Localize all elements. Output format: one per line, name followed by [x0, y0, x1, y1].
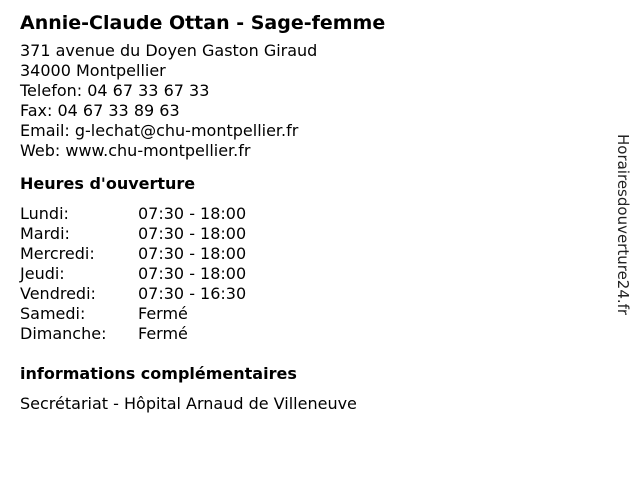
- hours-row-tuesday: [20, 224, 610, 244]
- time-value: 07:30 - 18:00: [138, 204, 247, 223]
- web-line: Web: www.chu-montpellier.fr: [20, 141, 251, 160]
- time-value: Fermé: [138, 304, 188, 323]
- time-value: 07:30 - 18:00: [138, 244, 247, 263]
- time-value: Fermé: [138, 324, 188, 343]
- page-title: Annie-Claude Ottan - Sage-femme: [20, 12, 386, 34]
- site-watermark-text: Horairesdouverture24.fr: [614, 134, 632, 316]
- day-label: Mercredi:: [20, 244, 95, 263]
- phone-line: Telefon: 04 67 33 67 33: [20, 81, 210, 100]
- day-label: Dimanche:: [20, 324, 107, 343]
- city-line: 34000 Montpellier: [20, 61, 166, 80]
- hours-row-monday: [20, 204, 610, 224]
- hours-row-thursday: [20, 264, 610, 284]
- hours-row-wednesday: [20, 244, 610, 264]
- hours-row-friday: [20, 284, 610, 304]
- time-value: 07:30 - 16:30: [138, 284, 247, 303]
- day-label: Jeudi:: [20, 264, 65, 283]
- practitioner-card: [20, 10, 610, 414]
- day-label: Vendredi:: [20, 284, 96, 303]
- time-value: 07:30 - 18:00: [138, 224, 247, 243]
- hours-row-sunday: [20, 324, 610, 344]
- time-value: 07:30 - 18:00: [138, 264, 247, 283]
- address-line: 371 avenue du Doyen Gaston Giraud: [20, 41, 318, 60]
- extra-info-heading: informations complémentaires: [20, 364, 297, 383]
- site-watermark: [613, 134, 635, 374]
- day-label: Mardi:: [20, 224, 70, 243]
- hours-row-saturday: [20, 304, 610, 324]
- day-label: Samedi:: [20, 304, 86, 323]
- opening-hours-heading: Heures d'ouverture: [20, 174, 196, 193]
- extra-info-text: Secrétariat - Hôpital Arnaud de Villeneuve: [20, 394, 357, 413]
- day-label: Lundi:: [20, 204, 69, 223]
- email-line: Email: g-lechat@chu-montpellier.fr: [20, 121, 299, 140]
- contact-block: [20, 41, 610, 161]
- opening-hours-table: [20, 204, 610, 344]
- fax-line: Fax: 04 67 33 89 63: [20, 101, 180, 120]
